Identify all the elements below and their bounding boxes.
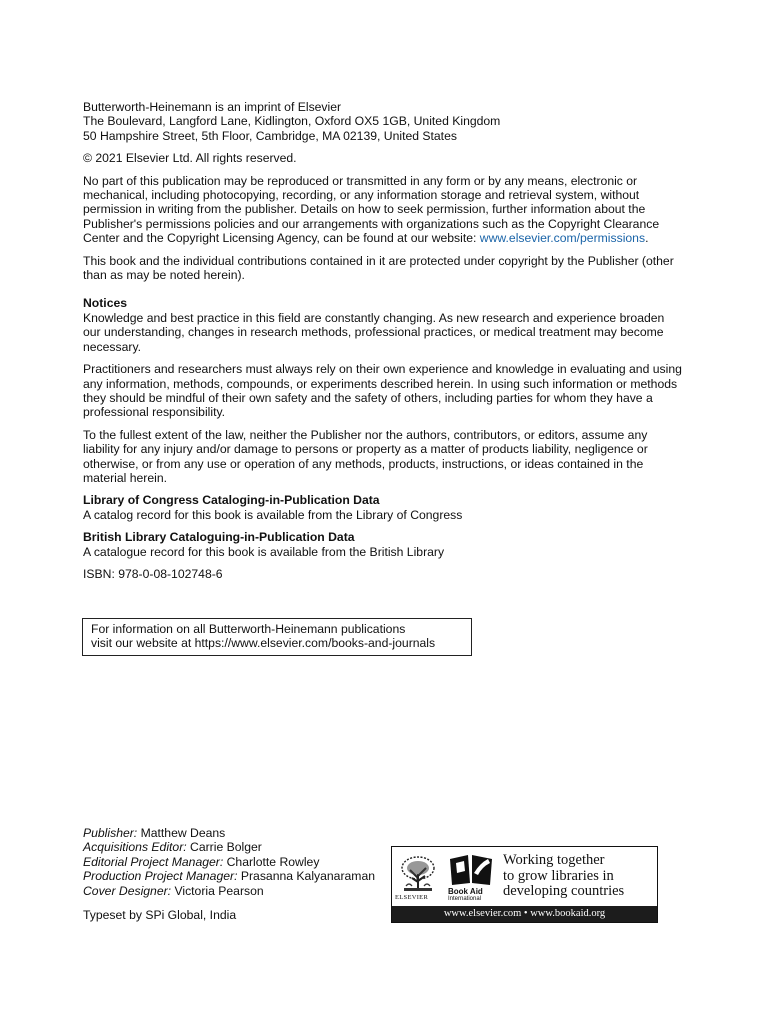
protected-paragraph: This book and the individual contributions contained in it are protected under copyright by the Publisher (other than as may be noted herein). (83, 253, 674, 283)
credit-acquisitions-editor (83, 840, 403, 854)
isbn: ISBN: 978-0-08-102748-6 (83, 566, 223, 581)
book-aid-hand-logo-icon (448, 853, 496, 889)
credit-role: Publisher: (83, 826, 138, 840)
imprint-line: Butterworth-Heinemann is an imprint of Elsevier (83, 100, 342, 114)
slogan-line-3: developing countries (503, 883, 625, 899)
credit-name: Matthew Deans (140, 826, 226, 840)
notices-paragraph-3: To the fullest extent of the law, neither the Publisher nor the authors, contributors, or editors, assume any liability for any injury and/or damage to persons or property as a matter of products liability, negligence or otherwise, or from any use or operation of any methods, products, instructions, or ideas contained in the material herein. (83, 427, 648, 485)
typeset-credit: Typeset by SPi Global, India (83, 908, 237, 922)
loc-cip-block (83, 493, 683, 522)
permissions-text: No part of this publication may be reproduced or transmitted in any form or by any means, electronic or mechanical, including photocopying, recording, or any information storage and retrieval system, without permission in writing from the publisher. Details on how to seek permission, further information about the Publisher's permissions policies and our arrangements with organizations such as the Copyright Clearance Center and the Copyright Licensing Agency, can be found at our website: (83, 173, 660, 246)
notices-paragraph-2: Practitioners and researchers must always rely on their own experience and knowledge in evaluating and using any information, methods, compounds, or experiments described herein. In using such information or methods they should be mindful of their own safety and the safety of others, including parties for whom they have a professional responsibility. (83, 362, 682, 420)
address-uk: The Boulevard, Langford Lane, Kidlington, Oxford OX5 1GB, United Kingdom (83, 114, 501, 129)
imprint-block (83, 100, 683, 143)
credit-name: Prasanna Kalyanaraman (240, 869, 376, 884)
bl-heading: British Library Cataloguing-in-Publication Data (83, 530, 355, 545)
slogan-line-2: to grow libraries in (503, 867, 614, 884)
slogan-line-1: Working together (503, 852, 605, 868)
copyright-page (83, 100, 683, 589)
credit-editorial-project-manager (83, 855, 403, 869)
credit-role: Production Project Manager: (83, 869, 238, 884)
permissions-link[interactable]: www.elsevier.com/permissions (479, 231, 646, 246)
banner-content (392, 847, 657, 906)
notices-section (83, 296, 683, 485)
banner-slogan (503, 853, 655, 900)
permissions-paragraph (83, 174, 683, 246)
credit-role: Acquisitions Editor: (83, 840, 187, 855)
book-aid-wordmark: Book Aid (448, 887, 483, 896)
info-box-line-1: For information on all Butterworth-Heinemann publications (91, 622, 406, 636)
book-aid-international: International (448, 896, 482, 902)
notices-heading: Notices (83, 296, 128, 311)
permissions-suffix: . (645, 231, 649, 246)
notices-paragraph-1: Knowledge and best practice in this field are constantly changing. As new research and experience broaden our understanding, changes in research methods, professional practices, or medical treatment may become necessary. (83, 310, 665, 354)
credit-cover-designer (83, 884, 403, 898)
publications-info-box (82, 618, 472, 656)
credit-publisher (83, 826, 403, 840)
loc-heading: Library of Congress Cataloging-in-Publication Data (83, 493, 380, 508)
bl-cip-block (83, 530, 683, 559)
book-aid-banner (391, 846, 658, 923)
info-box-line-2: visit our website at https://www.elsevier.com/books-and-journals (91, 636, 436, 651)
credit-name: Victoria Pearson (174, 883, 264, 898)
banner-footer-urls: www.elsevier.com • www.bookaid.org (392, 906, 657, 922)
bl-text: A catalogue record for this book is available from the British Library (83, 544, 445, 559)
credit-name: Carrie Bolger (190, 840, 262, 855)
address-us: 50 Hampshire Street, 5th Floor, Cambridge, MA 02139, United States (83, 128, 457, 143)
credits-list (83, 826, 403, 898)
credit-role: Editorial Project Manager: (83, 854, 224, 869)
loc-text: A catalog record for this book is available from the Library of Congress (83, 507, 463, 522)
credit-production-project-manager (83, 869, 403, 883)
credit-role: Cover Designer: (83, 883, 172, 898)
elsevier-wordmark: ELSEVIER (395, 894, 429, 901)
copyright-notice: © 2021 Elsevier Ltd. All rights reserved. (83, 151, 297, 166)
credit-name: Charlotte Rowley (226, 854, 320, 869)
